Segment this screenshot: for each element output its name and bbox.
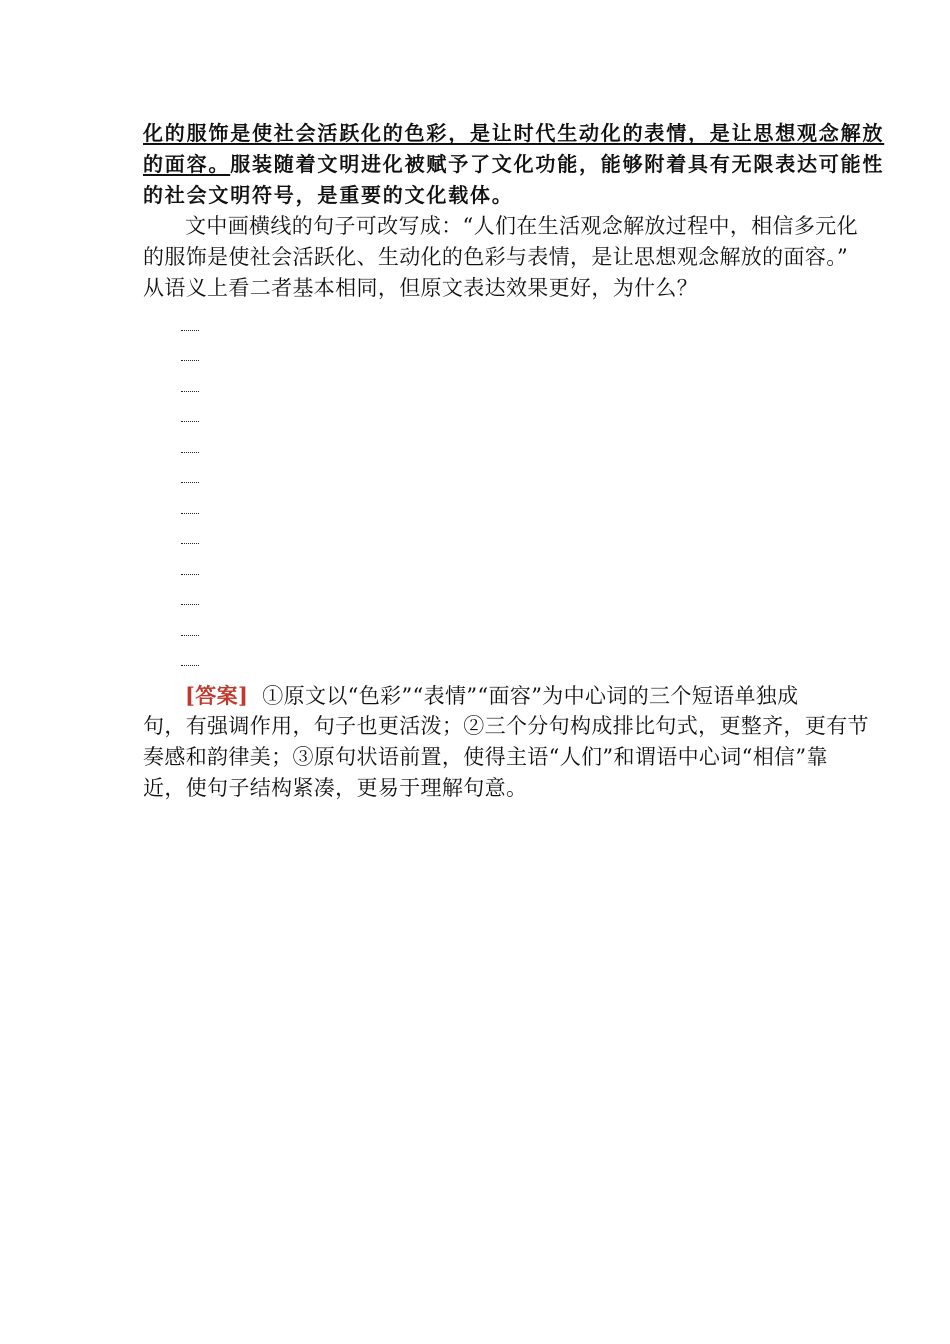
question	[143, 211, 858, 304]
answer-blank-line[interactable]	[181, 617, 199, 648]
question-line-3: 从语义上看二者基本相同，但原文表达效果更好，为什么？	[143, 276, 699, 300]
passage-line-1	[143, 118, 885, 149]
answer-line-3: 奏感和韵律美；③原句状语前置，使得主语“人们”和谓语中心词“相信”靠	[143, 745, 828, 769]
answer-section	[143, 680, 869, 804]
document-page	[143, 118, 885, 804]
answer-text: ①原文以“色彩”“表情”“面容”为中心词的三个短语单独成	[262, 684, 799, 708]
answer-blank-line[interactable]	[181, 556, 199, 587]
passage-text: 服装随着文明进化被赋予了文化功能，能够附着具有无限表达可能性	[230, 152, 885, 176]
answer-blank-line[interactable]	[181, 648, 199, 679]
question-line-2: 的服饰是使社会活跃化、生动化的色彩与表情，是让思想观念解放的面容。”	[143, 245, 849, 269]
answer-tag: [答案]	[185, 683, 249, 708]
answer-blank-line[interactable]	[181, 587, 199, 618]
answer-blank-line[interactable]	[181, 343, 199, 374]
answer-blank-lines	[181, 312, 809, 678]
passage-line-2	[143, 149, 885, 180]
answer-line-2: 句，有强调作用，句子也更活泼；②三个分句构成排比句式，更整齐，更有节	[143, 714, 869, 738]
underlined-sentence-part-1: 化的服饰是使社会活跃化的色彩，是让时代生动化的表情，是让思想观念解放	[143, 121, 885, 145]
answer-blank-line[interactable]	[181, 312, 199, 343]
answer-blank-line[interactable]	[181, 404, 199, 435]
answer-blank-line[interactable]	[181, 465, 199, 496]
passage-excerpt	[143, 118, 885, 211]
passage-line-3: 的社会文明符号，是重要的文化载体。	[143, 183, 514, 207]
answer-line-4: 近，使句子结构紧凑，更易于理解句意。	[143, 776, 528, 800]
answer-blank-line[interactable]	[181, 434, 199, 465]
answer-blank-line[interactable]	[181, 495, 199, 526]
answer-blank-line[interactable]	[181, 373, 199, 404]
question-line-1: 文中画横线的句子可改写成：“人们在生活观念解放过程中，相信多元化	[185, 214, 858, 238]
answer-blank-line[interactable]	[181, 526, 199, 557]
answer-line-1	[143, 680, 809, 711]
underlined-sentence-part-2: 的面容。	[143, 152, 231, 176]
